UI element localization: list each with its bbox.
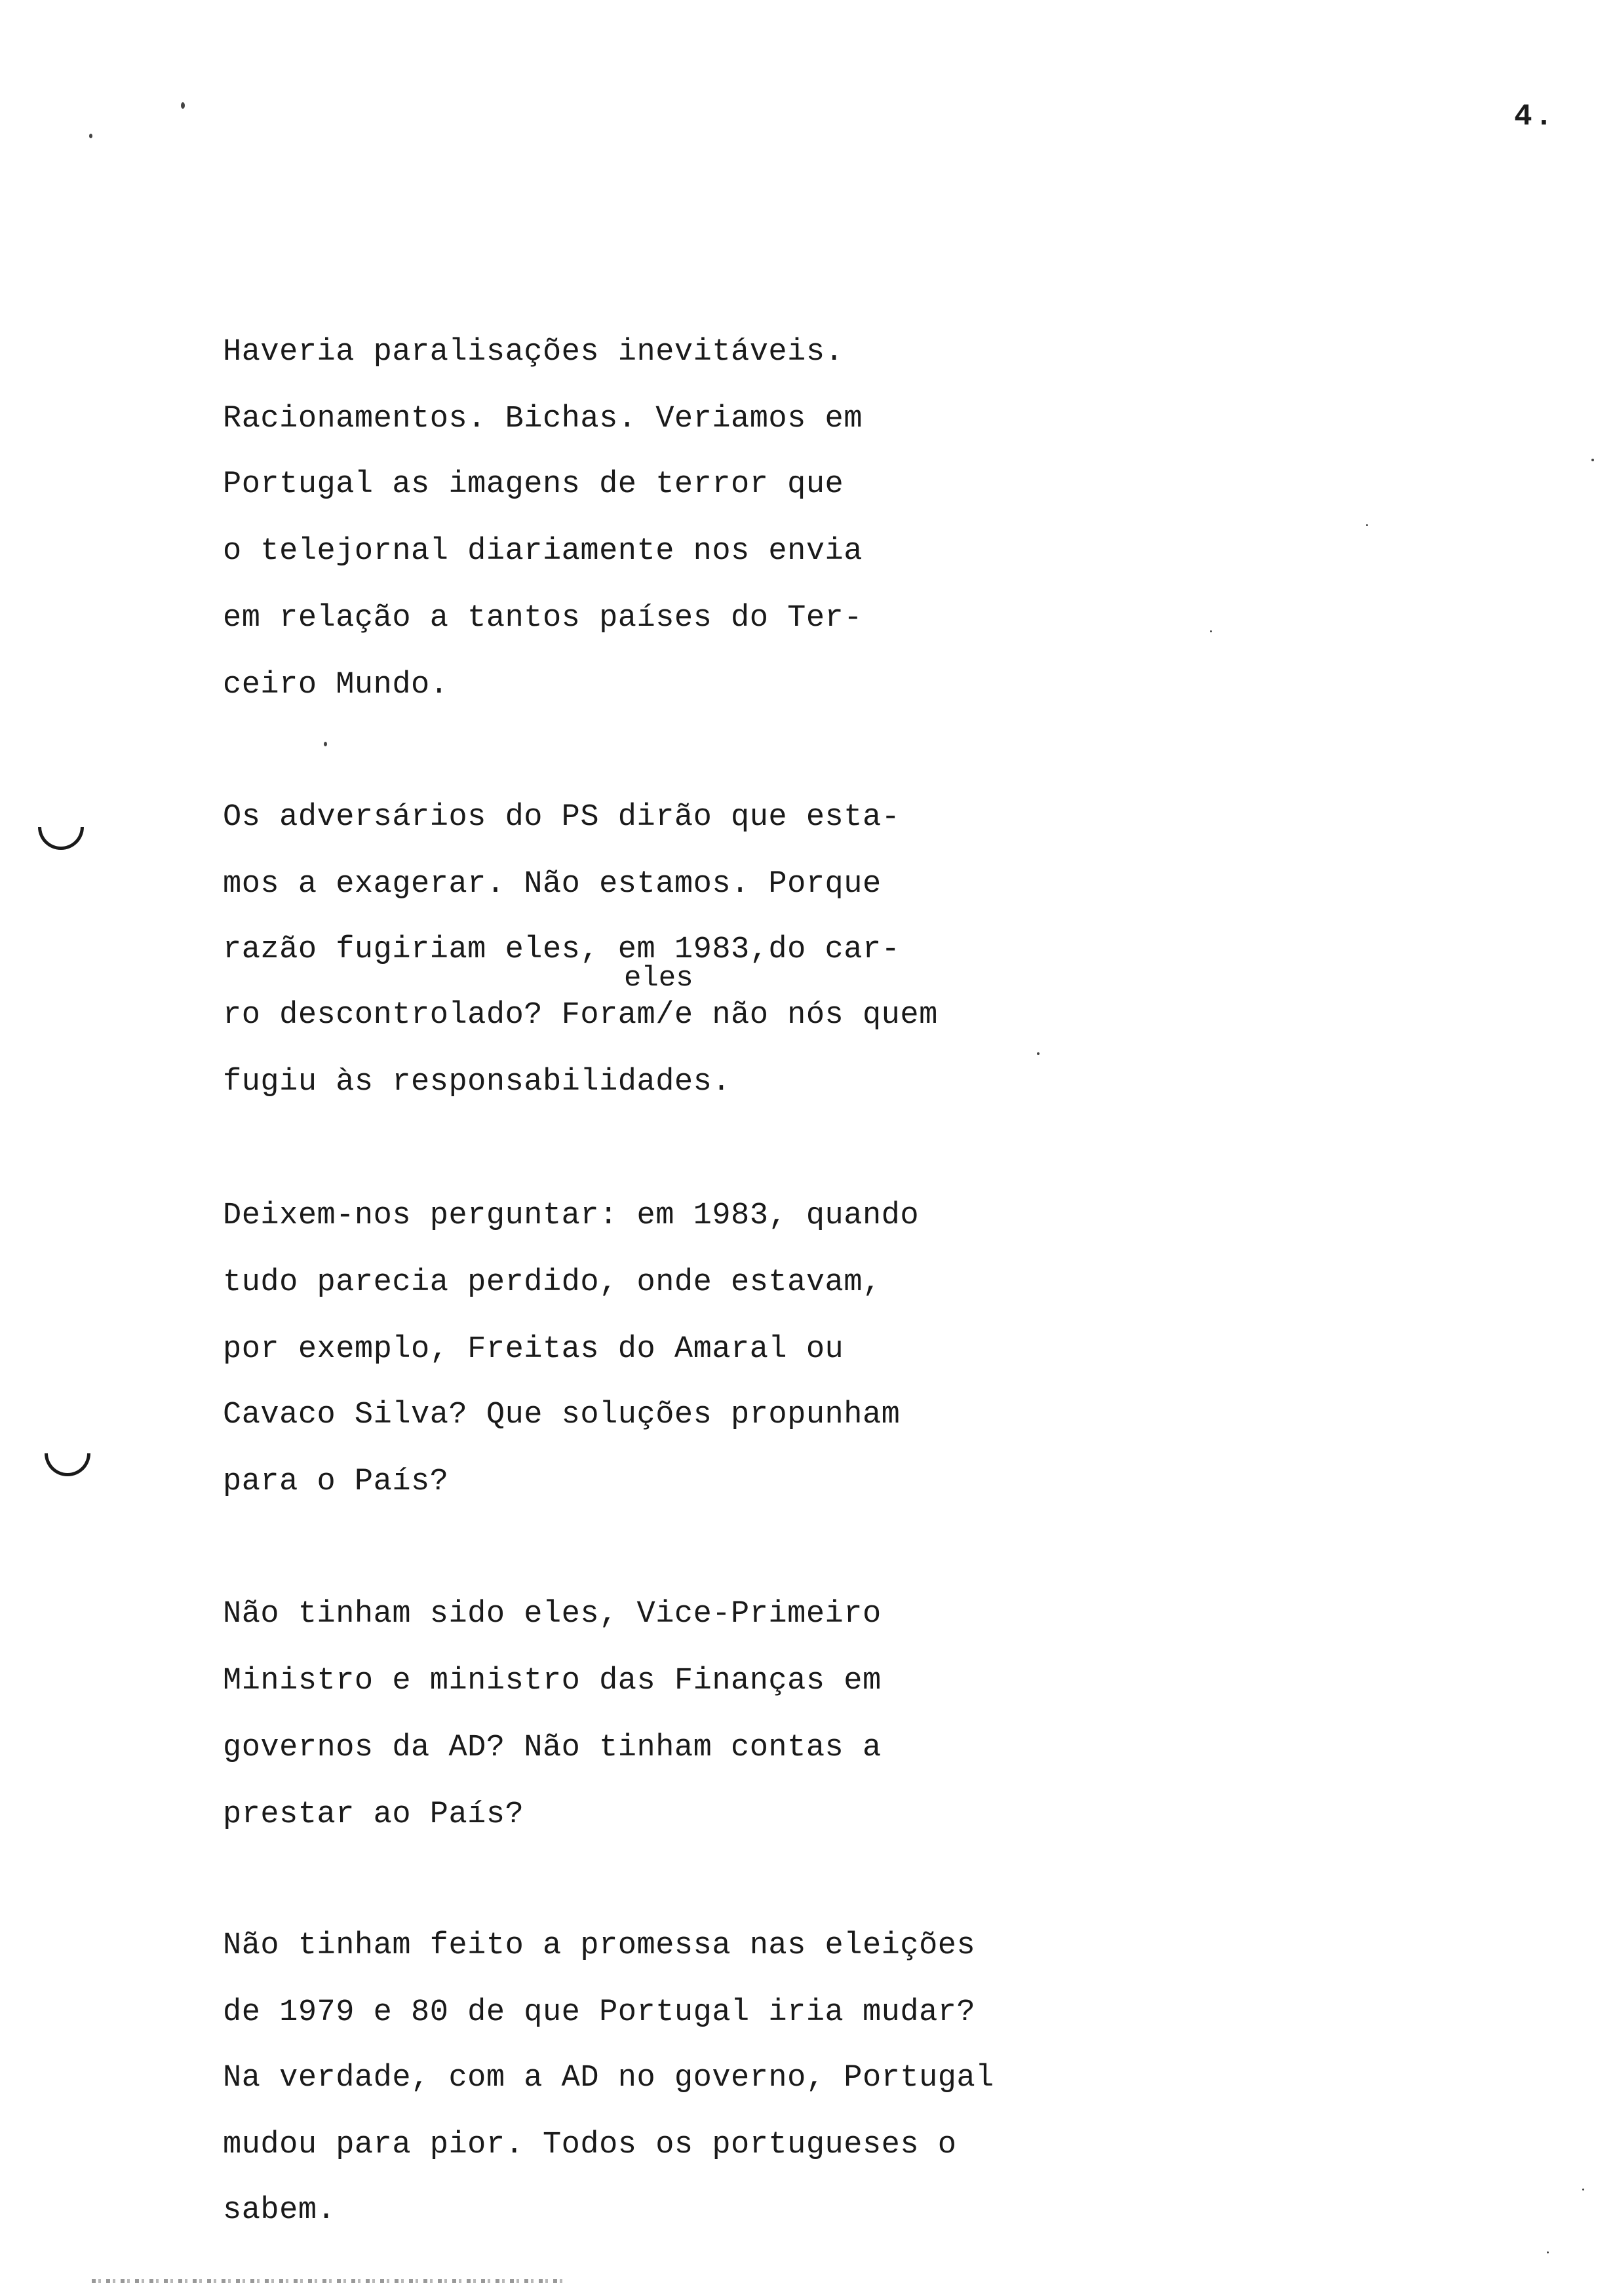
paragraph-5-line-3: Na verdade, com a AD no governo, Portugal bbox=[223, 2061, 994, 2095]
scan-speck bbox=[1210, 630, 1212, 632]
paragraph-5-line-5: sabem. bbox=[223, 2193, 336, 2228]
scan-speck bbox=[181, 102, 185, 109]
paragraph-1-line-2: Racionamentos. Bichas. Veriamos em bbox=[223, 402, 863, 436]
paragraph-5-line-4: mudou para pior. Todos os portugueses o bbox=[223, 2128, 957, 2162]
scan-speck bbox=[89, 134, 92, 138]
paragraph-2-line-4: ro descontrolado? Foram/e não nós quem bbox=[223, 998, 938, 1033]
paragraph-1-line-3: Portugal as imagens de terror que bbox=[223, 467, 844, 502]
paragraph-3-line-2: tudo parecia perdido, onde estavam, bbox=[223, 1265, 882, 1300]
paragraph-4-line-3: governos da AD? Não tinham contas a bbox=[223, 1731, 882, 1765]
paragraph-1-line-4: o telejornal diariamente nos envia bbox=[223, 534, 863, 569]
paragraph-1-line-6: ceiro Mundo. bbox=[223, 668, 449, 702]
paragraph-2-line-5: fugiu às responsabilidades. bbox=[223, 1065, 731, 1100]
handwritten-insertion: eles bbox=[624, 962, 693, 995]
paragraph-4-line-4: prestar ao País? bbox=[223, 1797, 524, 1832]
page-number: 4. bbox=[1514, 100, 1556, 134]
paragraph-3-line-3: por exemplo, Freitas do Amaral ou bbox=[223, 1332, 844, 1367]
scan-speck bbox=[1582, 2189, 1584, 2191]
margin-mark-1 bbox=[38, 827, 84, 850]
scan-speck bbox=[1591, 459, 1594, 461]
paragraph-3-line-4: Cavaco Silva? Que soluções propunham bbox=[223, 1398, 901, 1432]
scan-speck bbox=[324, 742, 327, 746]
scan-speck bbox=[1547, 2251, 1549, 2253]
scan-speck bbox=[1366, 524, 1368, 526]
paragraph-4-line-1: Não tinham sido eles, Vice-Primeiro bbox=[223, 1597, 882, 1632]
paragraph-2-line-1: Os adversários do PS dirão que esta- bbox=[223, 800, 901, 835]
paragraph-2-line-2: mos a exagerar. Não estamos. Porque bbox=[223, 867, 882, 902]
paragraph-3-line-1: Deixem-nos perguntar: em 1983, quando bbox=[223, 1198, 920, 1233]
paragraph-3-line-5: para o País? bbox=[223, 1464, 449, 1499]
margin-mark-2 bbox=[45, 1453, 90, 1476]
paragraph-2-line-3: razão fugiriam eles, em 1983,do car- bbox=[223, 932, 901, 967]
paragraph-5-line-1: Não tinham feito a promessa nas eleições bbox=[223, 1928, 976, 1963]
paragraph-4-line-2: Ministro e ministro das Finanças em bbox=[223, 1664, 882, 1698]
scan-edge-artifact bbox=[92, 2279, 564, 2283]
paragraph-1-line-5: em relação a tantos países do Ter- bbox=[223, 601, 863, 636]
paragraph-5-line-2: de 1979 e 80 de que Portugal iria mudar? bbox=[223, 1995, 976, 2030]
scan-speck bbox=[1037, 1052, 1040, 1055]
paragraph-1-line-1: Haveria paralisações inevitáveis. bbox=[223, 335, 844, 370]
